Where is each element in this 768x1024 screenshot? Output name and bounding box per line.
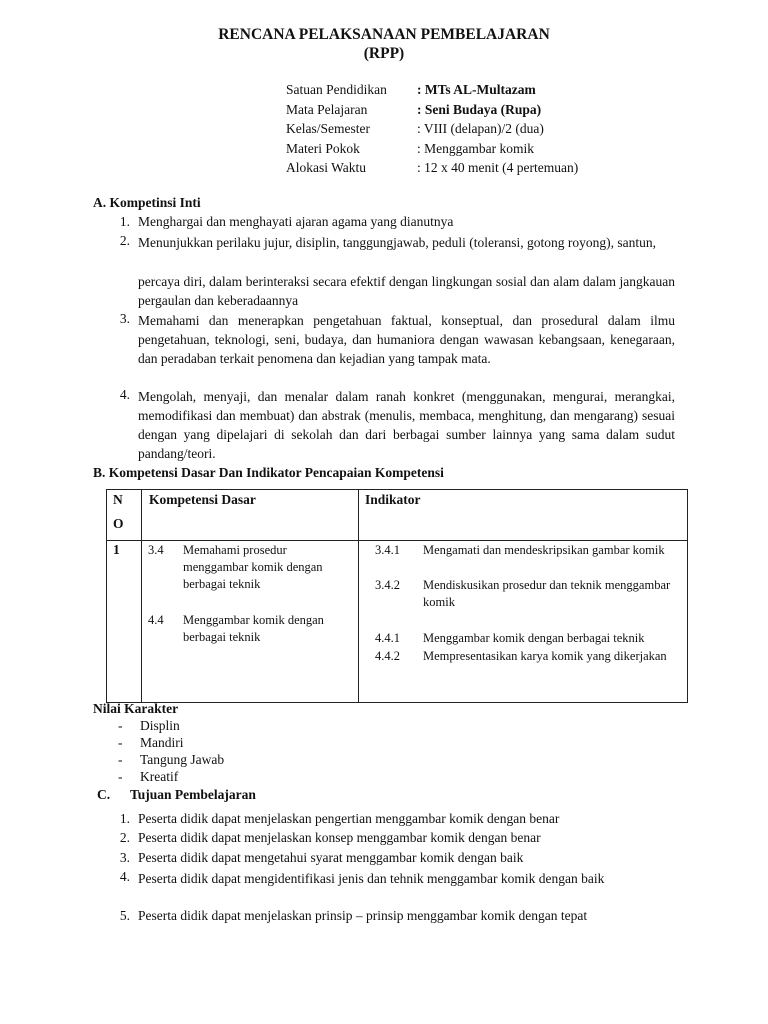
kd-number: 3.4 <box>148 543 164 557</box>
section-c-label: C. <box>97 787 111 802</box>
table-header-kd: Kompetensi Dasar <box>149 492 256 507</box>
table-header-no: N <box>113 492 123 507</box>
bullet-dash: - <box>118 718 123 733</box>
indicator-text: Menggambar komik dengan berbagai teknik <box>423 631 645 645</box>
identity-key: Mata Pelajaran <box>286 101 368 117</box>
identity-row <box>286 141 578 161</box>
list-number: 3. <box>119 850 130 865</box>
document-title: RENCANA PELAKSANAAN PEMBELAJARAN <box>218 26 550 43</box>
list-number: 3. <box>119 311 130 326</box>
list-number: 1. <box>119 214 130 229</box>
bullet-dash: - <box>118 752 123 767</box>
bullet-dash: - <box>118 769 123 784</box>
section-c-heading: Tujuan Pembelajaran <box>130 787 256 802</box>
indicator-text: Mengamati dan mendeskripsikan gambar komik <box>423 543 665 557</box>
identity-key: Materi Pokok <box>286 140 360 156</box>
identity-row <box>286 160 578 180</box>
table-divider <box>107 540 687 541</box>
list-number: 2. <box>119 233 130 248</box>
character-value-item: Displin <box>140 718 180 733</box>
bullet-dash: - <box>118 735 123 750</box>
identity-key: Satuan Pendidikan <box>286 82 387 97</box>
identity-row <box>286 102 578 122</box>
list-number: 4. <box>119 869 130 884</box>
objective-item: Peserta didik dapat mengetahui syarat menggambar komik dengan baik <box>138 850 524 865</box>
kd-text: Menggambar komik dengan berbagai teknik <box>183 613 324 644</box>
table-header-no: O <box>113 516 124 531</box>
indicator-number: 4.4.2 <box>375 649 400 663</box>
identity-value: : Seni Budaya (Rupa) <box>417 101 542 117</box>
list-number: 4. <box>119 387 130 402</box>
list-number: 5. <box>119 908 130 923</box>
indicator-number: 4.4.1 <box>375 631 400 645</box>
list-number: 1. <box>119 811 130 826</box>
identity-key: Alokasi Waktu <box>286 160 367 175</box>
objective-item: Peserta didik dapat menjelaskan konsep menggambar komik dengan benar <box>138 830 541 845</box>
identity-row <box>286 82 578 102</box>
table-divider <box>141 490 142 702</box>
identity-row <box>286 121 578 141</box>
indicator-text: Mendiskusikan prosedur dan teknik menggambar komik <box>423 578 671 609</box>
character-value-item: Mandiri <box>140 735 184 750</box>
competency-table <box>106 489 688 703</box>
identity-key: Kelas/Semester <box>286 121 370 136</box>
table-row-number: 1 <box>113 542 120 557</box>
character-values-heading: Nilai Karakter <box>93 701 179 716</box>
character-value-item: Tangung Jawab <box>140 752 225 767</box>
list-number: 2. <box>119 830 130 845</box>
table-divider <box>358 490 359 702</box>
section-b-heading: B. Kompetensi Dasar Dan Indikator Pencapaian Kompetensi <box>93 465 444 480</box>
table-header-indicator: Indikator <box>365 492 421 507</box>
indicator-number: 3.4.1 <box>375 543 400 557</box>
ki-item: Memahami dan menerapkan pengetahuan faktual, konseptual, dan prosedural dalam ilmu pengetahuan, teknologi, seni, budaya, dan humaniora dengan wawasan kebangsaan, kenegaraan, dan peradaban terkait penomena dan kejadian yang tampak mata. <box>138 313 675 366</box>
kd-text: Memahami prosedur menggambar komik dengan berbagai teknik <box>183 543 323 591</box>
objective-item: Peserta didik dapat mengidentifikasi jenis dan tehnik menggambar komik dengan baik <box>138 871 605 886</box>
section-a-heading: A. Kompetinsi Inti <box>93 195 201 210</box>
ki-item-continuation: percaya diri, dalam berinteraksi secara efektif dengan lingkungan sosial dan alam dalam jangkauan pergaulan dan keberadaannya <box>138 274 675 308</box>
kd-number: 4.4 <box>148 613 164 627</box>
document-subtitle: (RPP) <box>363 45 405 62</box>
ki-item: Menunjukkan perilaku jujur, disiplin, tanggungjawab, peduli (toleransi, gotong royong), santun, <box>138 235 656 250</box>
identity-value: : VIII (delapan)/2 (dua) <box>417 121 544 136</box>
identity-value: : Menggambar komik <box>417 140 534 156</box>
identity-value: : 12 x 40 menit (4 pertemuan) <box>417 160 579 175</box>
objective-item: Peserta didik dapat menjelaskan pengertian menggambar komik dengan benar <box>138 811 560 826</box>
indicator-number: 3.4.2 <box>375 578 400 592</box>
ki-item: Menghargai dan menghayati ajaran agama yang dianutnya <box>138 214 454 229</box>
objective-item: Peserta didik dapat menjelaskan prinsip – prinsip menggambar komik dengan tepat <box>138 908 588 923</box>
character-value-item: Kreatif <box>140 769 179 784</box>
identity-value: : MTs AL-Multazam <box>417 82 536 97</box>
identity-table <box>286 82 578 180</box>
ki-item: Mengolah, menyaji, dan menalar dalam ranah konkret (menggunakan, mengurai, merangkai, memodifikasi dan membuat) dan abstrak (menulis, membaca, menghitung, dan mengarang) sesuai dengan yang dipelajari di sekolah dan dari berbagai sumber lainnya yang sama dalam sudut pandang/teori. <box>138 389 675 461</box>
indicator-text: Mempresentasikan karya komik yang dikerjakan <box>423 649 667 663</box>
